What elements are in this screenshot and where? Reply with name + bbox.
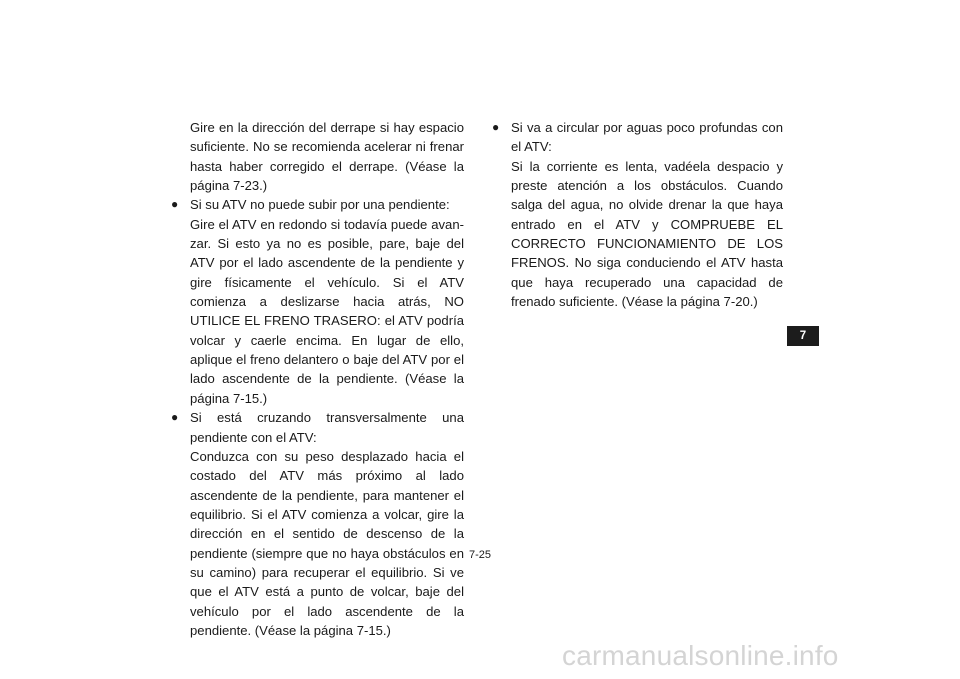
item-heading: Si va a circular por aguas poco profundas con el ATV: bbox=[511, 120, 783, 155]
item-heading: Si su ATV no puede subir por una pendiente: bbox=[190, 197, 450, 213]
bullet-icon: ● bbox=[171, 410, 179, 425]
item-heading: Si está cruzando transversalmente una pendiente con el ATV: bbox=[190, 410, 464, 445]
continuation-paragraph: Gire en la dirección del derrape si hay espacio suficiente. No se recomienda acelerar ni frenar hasta haber corregido el derrape. (Véase la página 7-23.) bbox=[190, 120, 464, 194]
right-column bbox=[492, 118, 783, 311]
list-item bbox=[171, 195, 464, 408]
item-body: Gire el ATV en redondo si todavía puede avanzar. Si esto ya no es posible, pare, baje del ATV por el lado ascendente de la pendiente y gire físicamente el vehículo. Si el ATV comienza a deslizarse hacia atrás, NO UTILICE EL FRENO TRASERO: el ATV podría volcar y caerle encima. En lugar de ello, aplique el freno delantero o baje del ATV por el lado ascendente de la pendiente. (Véase la página 7-15.) bbox=[190, 216, 464, 406]
chapter-tab: 7 bbox=[787, 326, 819, 346]
page-number: 7-25 bbox=[468, 549, 492, 561]
item-body: Conduzca con su peso desplazado hacia el costado del ATV más próximo al lado ascendente de la pendiente, para mantener el equilibrio. Si el ATV comienza a volcar, gire la dirección en el sentido de descenso de la pendiente (siempre que no haya obstáculos en su camino) para recuperar el equilibrio. Si ve que el ATV está a punto de volcar, baje del vehículo por el lado ascendente de la pendiente. (Véase la página 7-15.) bbox=[190, 448, 464, 638]
bullet-icon: ● bbox=[171, 197, 179, 212]
left-column bbox=[171, 118, 464, 640]
list-item bbox=[492, 118, 783, 311]
list-item bbox=[171, 408, 464, 640]
watermark: carmanualsonline.info bbox=[562, 640, 839, 671]
bullet-icon: ● bbox=[492, 120, 500, 134]
item-body: Si la corriente es lenta, vadéela despacio y preste atención a los obstáculos. Cuando salga del agua, no olvide drenar la que haya entrado en el ATV y COMPRUEBE EL CORRECTO FUNCIONAMIENTO DE LOS FRENOS. No siga conduciendo el ATV hasta que haya recuperado una capacidad de frenado suficiente. (Véase la página 7-20.) bbox=[511, 158, 783, 310]
